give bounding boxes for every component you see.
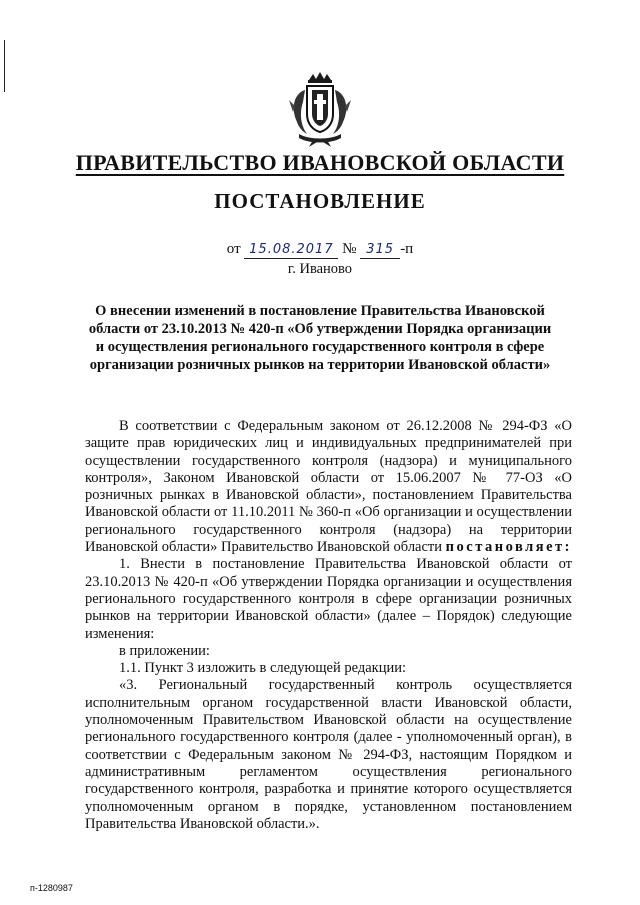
number-value: 315 [360, 242, 400, 259]
preamble-text: В соответствии с Федеральным законом от 26.12.2008 № 294-ФЗ «О защите прав юридических лиц и индивидуальных предпринимателей при осуществлении государственного контроля (надзора) и муниципального контроля», Законом Ивановской области от 15.06.2007 № 77-ОЗ «О розничных рынках в Ивановской области», постановлением Правительства Ивановской области от 11.10.2011 № 360-п «Об организации и осуществлении регионального государственного контроля (надзора) на территории Ивановской области» Правительство Ивановской области [85, 418, 572, 556]
ivanovo-oblast-coat-of-arms-icon [287, 70, 353, 148]
date-value: 15.08.2017 [244, 242, 338, 259]
document-body [85, 418, 572, 833]
date-number-line [0, 241, 640, 259]
quoted-paragraph: «3. Региональный государственный контроль осуществляется исполнительным органом государственной власти Ивановской области, уполномоченным Правительством Ивановской области на осуществление регионального государственного контроля (далее - уполномоченный орган), в соответствии с Федеральным законом № 294-ФЗ, настоящим Порядком и административным регламентом осуществления регионального государственного контроля, разработка и принятие которого осуществляется уполномоченным органом в порядке, установленном постановлением Правительства Ивановской области.». [85, 677, 572, 832]
item-1-1: 1.1. Пункт 3 изложить в следующей редакции: [119, 660, 407, 677]
item-1: 1. Внести в постановление Правительства Ивановской области от 23.10.2013 № 420-п «Об утверждении Порядка организации и осуществления регионального государственного контроля в сфере организации розничных рынков на территории Ивановской области» (далее – Порядок) следующие изменения: [85, 556, 572, 642]
left-margin-line [4, 40, 5, 92]
city: г. Иваново [287, 261, 353, 277]
government-title-text: ПРАВИТЕЛЬСТВО ИВАНОВСКОЙ ОБЛАСТИ [75, 150, 565, 175]
decree-word: постановляет: [445, 539, 572, 556]
footer-code: п-1280987 [30, 883, 73, 893]
number-sign: № [342, 241, 357, 257]
number-suffix: -п [400, 241, 414, 257]
government-title [0, 150, 640, 176]
date-prefix: от [226, 241, 241, 257]
preamble-paragraph [85, 418, 572, 556]
document-type: ПОСТАНОВЛЕНИЕ [214, 189, 426, 213]
document-heading: О внесении изменений в постановление Правительства Ивановской области от 23.10.2013 № 420-п «Об утверждении Порядка организации и осуществления регионального государственного контроля в сфере организации розничных рынков на территории Ивановской области» [88, 303, 552, 373]
appendix-line: в приложении: [119, 642, 210, 659]
